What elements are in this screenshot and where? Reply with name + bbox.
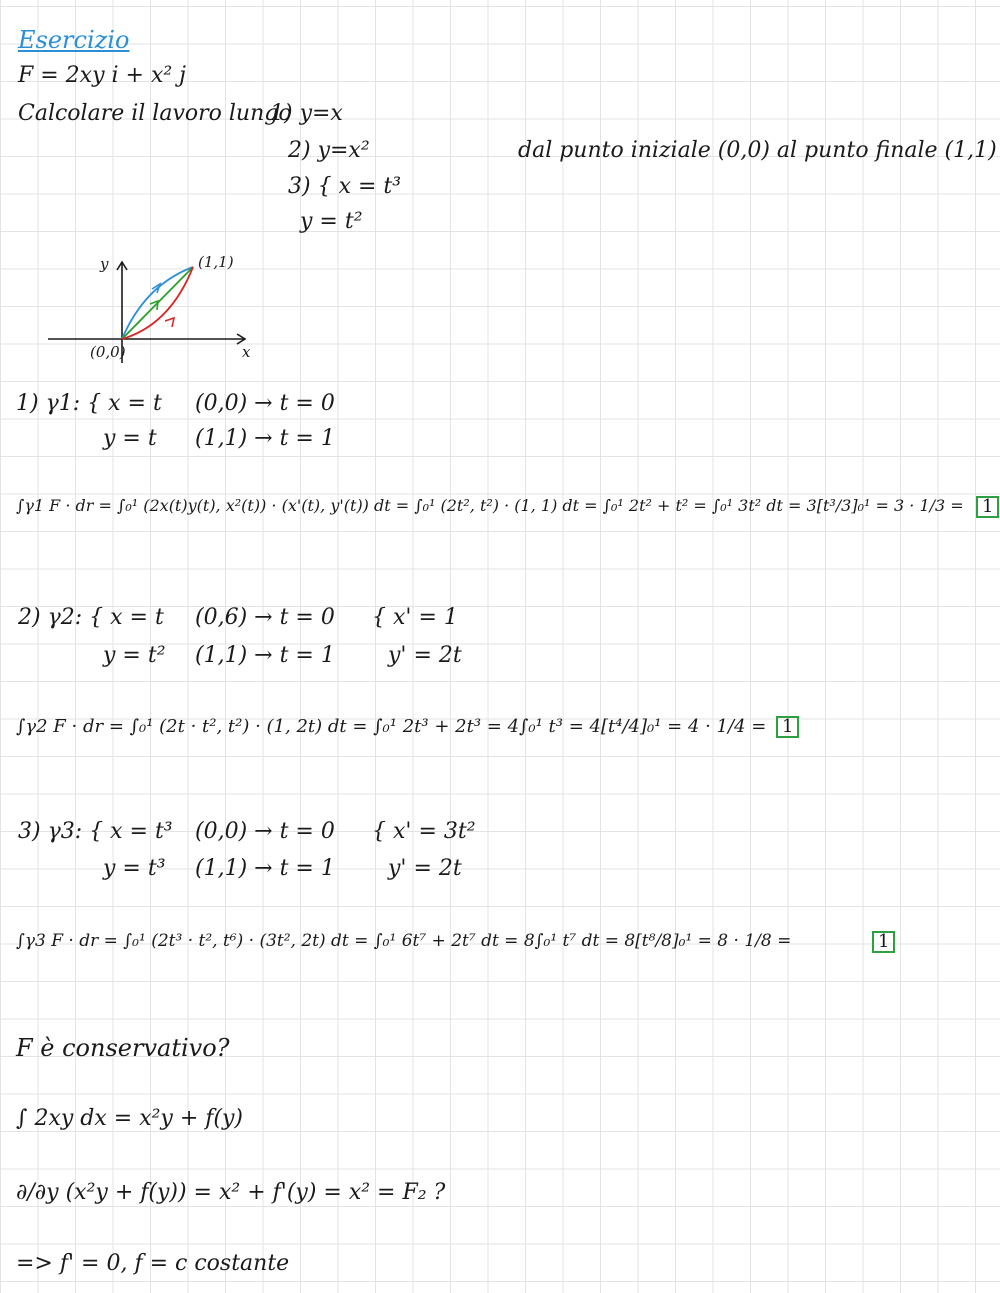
exercise-heading: Esercizio	[18, 26, 130, 54]
gamma2-x: 2) γ2: { x = t	[18, 605, 164, 630]
gamma1-x: 1) γ1: { x = t	[16, 391, 162, 416]
gamma3-deriv-x: { x' = 3t²	[372, 819, 476, 844]
gamma1-result-box: 1	[976, 496, 999, 518]
diagram-end-label: (1,1)	[198, 253, 234, 271]
endpoints-note: dal punto iniziale (0,0) al punto finale (1,1)	[518, 138, 997, 163]
conservative-step3: => f' = 0, f = c costante	[16, 1251, 290, 1276]
conservative-step1: ∫ 2xy dx = x²y + f(y)	[16, 1106, 244, 1131]
vector-field: F = 2xy i + x² j	[18, 63, 187, 88]
gamma1-end: (1,1) → t = 1	[195, 426, 335, 451]
gamma2-y: y = t²	[103, 643, 166, 668]
gamma3-integral: ∫γ3 F · dr = ∫₀¹ (2t³ · t², t⁶) · (3t², 2t) dt = ∫₀¹ 6t⁷ + 2t⁷ dt = 8∫₀¹ t⁷ dt = 8[t⁸/8]₀¹ = 8 · 1/8 =	[16, 931, 792, 951]
parabola-arrow-icon	[165, 318, 174, 327]
task-text: Calcolare il lavoro lungo	[18, 101, 292, 126]
gamma1-integral: ∫γ1 F · dr = ∫₀¹ (2x(t)y(t), x²(t)) · (x'(t), y'(t)) dt = ∫₀¹ (2t², t²) · (1, 1) dt = ∫₀¹ 2t² + t² = ∫₀¹ 3t² dt = 3[t³/3]₀¹ = 3 · 1/3 =	[16, 496, 964, 515]
path-3-x: 3) { x = t³	[288, 174, 402, 199]
conservative-question: F è conservativo?	[16, 1034, 230, 1062]
diagram-y-label: y	[100, 255, 109, 273]
gamma3-y: y = t³	[103, 856, 166, 881]
gamma2-integral: ∫γ2 F · dr = ∫₀¹ (2t · t², t²) · (1, 2t) dt = ∫₀¹ 2t³ + 2t³ = 4∫₀¹ t³ = 4[t⁴/4]₀¹ = 4 · 1/4 =	[16, 716, 767, 737]
gamma1-y: y = t	[103, 426, 157, 451]
gamma3-start: (0,0) → t = 0	[195, 819, 335, 844]
gamma2-start: (0,6) → t = 0	[195, 605, 335, 630]
path-1: 1) y=x	[270, 101, 343, 126]
gamma3-x: 3) γ3: { x = t³	[18, 819, 173, 844]
path-3-y: y = t²	[300, 209, 363, 234]
diagram-x-label: x	[242, 343, 251, 361]
conservative-step2: ∂/∂y (x²y + f(y)) = x² + f'(y) = x² = F₂ ?	[16, 1180, 446, 1205]
gamma3-end: (1,1) → t = 1	[195, 856, 335, 881]
gamma2-deriv-x: { x' = 1	[372, 605, 458, 630]
gamma2-result-box: 1	[776, 716, 799, 738]
gamma3-deriv-y: y' = 2t	[388, 856, 462, 881]
gamma2-end: (1,1) → t = 1	[195, 643, 335, 668]
gamma2-deriv-y: y' = 2t	[388, 643, 462, 668]
path-2: 2) y=x²	[288, 138, 370, 163]
gamma3-result-box: 1	[872, 931, 895, 953]
gamma1-start: (0,0) → t = 0	[195, 391, 335, 416]
diagram-origin-label: (0,0)	[90, 343, 126, 361]
